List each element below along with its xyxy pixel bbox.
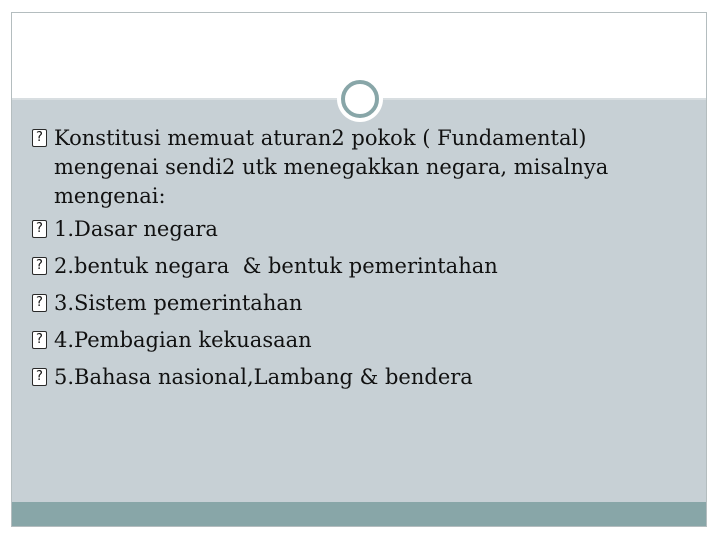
list-item-text: 2.bentuk negara & bentuk pemerintahan [54,254,498,278]
intro-paragraph [30,124,690,211]
bullet-box-icon: ? [30,365,49,388]
list-item [30,326,690,355]
list-item [30,289,690,318]
list-item-text: 3.Sistem pemerintahan [54,291,303,315]
list-item-text: 5.Bahasa nasional,Lambang & bendera [54,365,473,389]
list-item [30,215,690,244]
list-item [30,252,690,281]
bullet-box-icon: ? [30,254,49,277]
list-item-text: 4.Pembagian kekuasaan [54,328,312,352]
list-item [30,363,690,392]
bullet-box-icon: ? [30,291,49,314]
bullet-box-icon: ? [30,328,49,351]
intro-text: Konstitusi memuat aturan2 pokok ( Fundamental) mengenai sendi2 utk menegakkan negara, misalnya mengenai: [54,126,609,208]
bullet-list [30,124,690,400]
list-item-text: 1.Dasar negara [54,217,218,241]
bullet-box-icon: ? [30,217,49,240]
bullet-box-icon: ? [30,126,49,149]
